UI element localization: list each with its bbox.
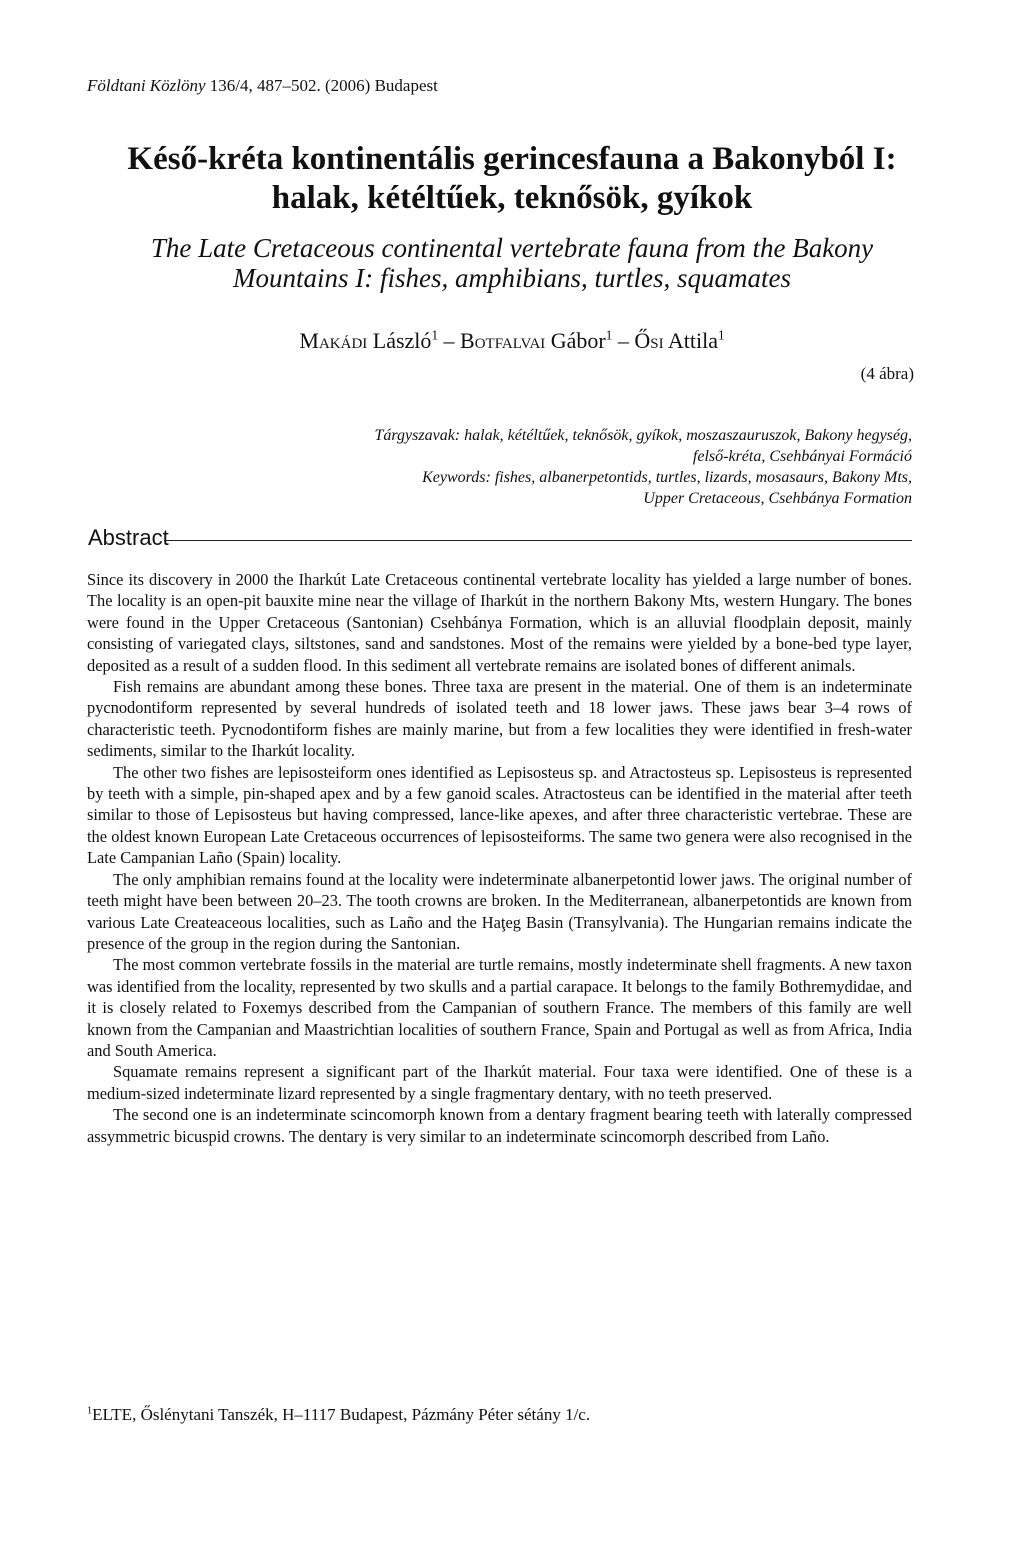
journal-citation [87, 76, 438, 96]
abstract-heading: Abstract [88, 525, 169, 550]
abstract-divider [164, 540, 912, 541]
journal-volume-pages: 136/4, 487–502. (2006) Budapest [205, 76, 438, 95]
author-2-family: Botfalvai [460, 328, 546, 353]
author-3-affil: 1 [718, 327, 725, 343]
paragraph-3: The other two fishes are lepisosteiform ones identified as Lepisosteus sp. and Atractosteus sp. Lepisosteus is represented by teeth with a simple, pin-shaped apex and by a few ganoid scales. Atractosteus can be identified in the material after teeth similar to those of Lepisosteus but having compressed, lance-like apexes, and after three characteristic vertebrae. These are the oldest known European Late Cretaceous occurrences of lepisosteiforms. The same two genera were also recognised in the Late Campanian Laño (Spain) locality. [87, 762, 912, 868]
author-2-affil: 1 [605, 327, 613, 343]
author-1-affil: 1 [431, 327, 439, 343]
footnote-text: ELTE, Őslénytani Tanszék, H–1117 Budapest, Pázmány Péter sétány 1/c. [92, 1405, 591, 1424]
title-hungarian-line-1: Késő-kréta kontinentális gerincesfauna a Bakonyból I: [127, 141, 897, 177]
author-3-given: Attila [667, 328, 718, 353]
title-hungarian [60, 140, 964, 218]
author-list [60, 328, 964, 354]
title-english [80, 233, 944, 293]
author-3-family: Ősi [634, 328, 664, 353]
footnote-mark: 1 [87, 1405, 93, 1417]
author-sep-1: – [438, 328, 461, 353]
title-english-line-2: Mountains I: fishes, amphibians, turtles, squamates [233, 263, 791, 293]
paragraph-5: The most common vertebrate fossils in the material are turtle remains, mostly indeterminate shell fragments. A new taxon was identified from the locality, represented by two skulls and a partial carapace. It belongs to the family Bothremydidae, and it is closely related to Foxemys described from the Campanian of southern France. The members of this family are well known from the Campanian and Maastrichtian localities of southern France, Spain and Portugal as well as from Africa, India and South America. [87, 955, 912, 1060]
author-1-given: László [372, 328, 432, 353]
paragraph-6: Squamate remains represent a significant part of the Iharkút material. Four taxa were identified. One of these is a medium-sized indeterminate lizard represented by a single fragmentary dentary, with no teeth preserved. [87, 1062, 912, 1103]
keywords-en-line-1: Keywords: fishes, albanerpetontids, turtles, lizards, mosasaurs, Bakony Mts, [422, 469, 912, 486]
keywords-hu-line-2: felső-kréta, Csehbányai Formáció [692, 448, 912, 465]
paragraph-7: The second one is an indeterminate scincomorph known from a dentary fragment bearing teeth with laterally compressed assymmetric bicuspid crowns. The dentary is very similar to an indeterminate scincomorph described from Laño. [87, 1105, 912, 1146]
title-english-line-1: The Late Cretaceous continental vertebrate fauna from the Bakony [150, 233, 874, 263]
keywords-block [252, 425, 912, 509]
journal-name: Földtani Közlöny [87, 76, 206, 95]
keywords-hu-line-1: Tárgyszavak: halak, kétéltűek, teknősök, gyíkok, moszaszauruszok, Bakony hegység, [374, 427, 912, 444]
abstract-body [87, 569, 912, 1147]
author-sep-2: – [612, 328, 635, 353]
title-hungarian-line-2: halak, kétéltűek, teknősök, gyíkok [271, 180, 753, 216]
affiliation-footnote [87, 1405, 590, 1425]
paragraph-2: Fish remains are abundant among these bones. Three taxa are present in the material. One of them is an indeterminate pycnodontiform represented by several hundreds of isolated teeth and 18 lower jaws. These jaws bear 3–4 rows of characteristic teeth. Pycnodontiform fishes are mainly marine, but from a few localities they were identified in fresh-water sediments, similar to the Iharkút locality. [87, 677, 912, 761]
author-2-given: Gábor [550, 328, 606, 353]
paragraph-1: Since its discovery in 2000 the Iharkút Late Cretaceous continental vertebrate locality has yielded a large number of bones. The locality is an open-pit bauxite mine near the village of Iharkút in the northern Bakony Mts, western Hungary. The bones were found in the Upper Cretaceous (Santonian) Csehbánya Formation, which is an alluvial floodplain deposit, mainly consisting of variegated clays, siltstones, sand and sandstones. Most of the remains were yielded by a bone-bed type layer, deposited as a result of a sudden flood. In this sediment all vertebrate remains are isolated bones of different animals. [87, 570, 912, 675]
author-1-family: Makádi [299, 328, 368, 353]
figure-count: (4 ábra) [860, 364, 914, 383]
paragraph-4: The only amphibian remains found at the locality were indeterminate albanerpetontid lower jaws. The original number of teeth might have been between 20–23. The tooth crowns are broken. In the Mediterranean, albanerpetontids are known from various Late Createaceous localities, such as Laño and the Haţeg Basin (Transylvania). The Hungarian remains indicate the presence of the group in the region during the Santonian. [87, 869, 912, 953]
keywords-en-line-2: Upper Cretaceous, Csehbánya Formation [643, 490, 912, 507]
